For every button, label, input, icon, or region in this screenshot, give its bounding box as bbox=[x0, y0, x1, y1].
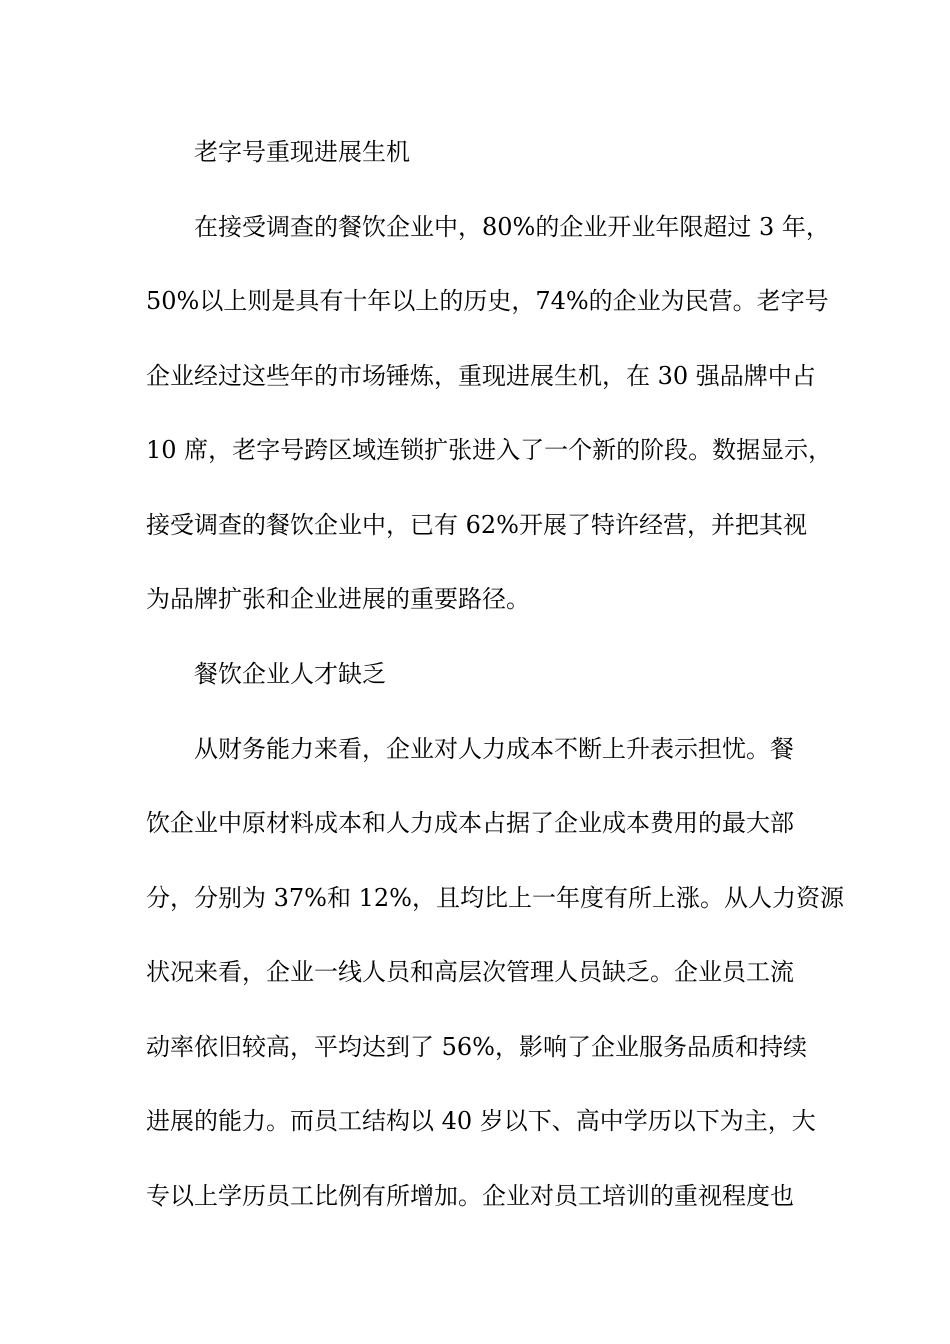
paragraph-line: 动率依旧较高，平均达到了 56%，影响了企业服务品质和持续 bbox=[146, 1033, 807, 1061]
paragraph-line: 状况来看，企业一线人员和高层次管理人员缺乏。企业员工流 bbox=[146, 958, 794, 986]
paragraph-line: 为品牌扩张和企业进展的重要路径。 bbox=[146, 585, 530, 613]
paragraph-line: 饮企业中原材料成本和人力成本占据了企业成本费用的最大部 bbox=[146, 809, 794, 837]
paragraph-line: 进展的能力。而员工结构以 40 岁以下、高中学历以下为主，大 bbox=[146, 1107, 816, 1135]
paragraph-line: 从财务能力来看，企业对人力成本不断上升表示担忧。餐 bbox=[194, 735, 794, 763]
section-heading: 老字号重现进展生机 bbox=[194, 138, 410, 166]
section-heading: 餐饮企业人才缺乏 bbox=[194, 660, 386, 688]
paragraph-line: 50%以上则是具有十年以上的历史，74%的企业为民营。老字号 bbox=[146, 287, 829, 315]
paragraph-line: 企业经过这些年的市场锤炼，重现进展生机，在 30 强品牌中占 bbox=[146, 362, 816, 390]
paragraph-line: 接受调查的餐饮企业中，已有 62%开展了特许经营，并把其视 bbox=[146, 511, 807, 539]
paragraph-line: 专以上学历员工比例有所增加。企业对员工培训的重视程度也 bbox=[146, 1182, 794, 1210]
paragraph-line: 在接受调查的餐饮企业中，80%的企业开业年限超过 3 年， bbox=[194, 213, 830, 241]
paragraph-line: 分，分别为 37%和 12%，且均比上一年度有所上涨。从人力资源 bbox=[146, 884, 844, 912]
paragraph-line: 10 席，老字号跨区域连锁扩张进入了一个新的阶段。数据显示， bbox=[146, 436, 833, 464]
